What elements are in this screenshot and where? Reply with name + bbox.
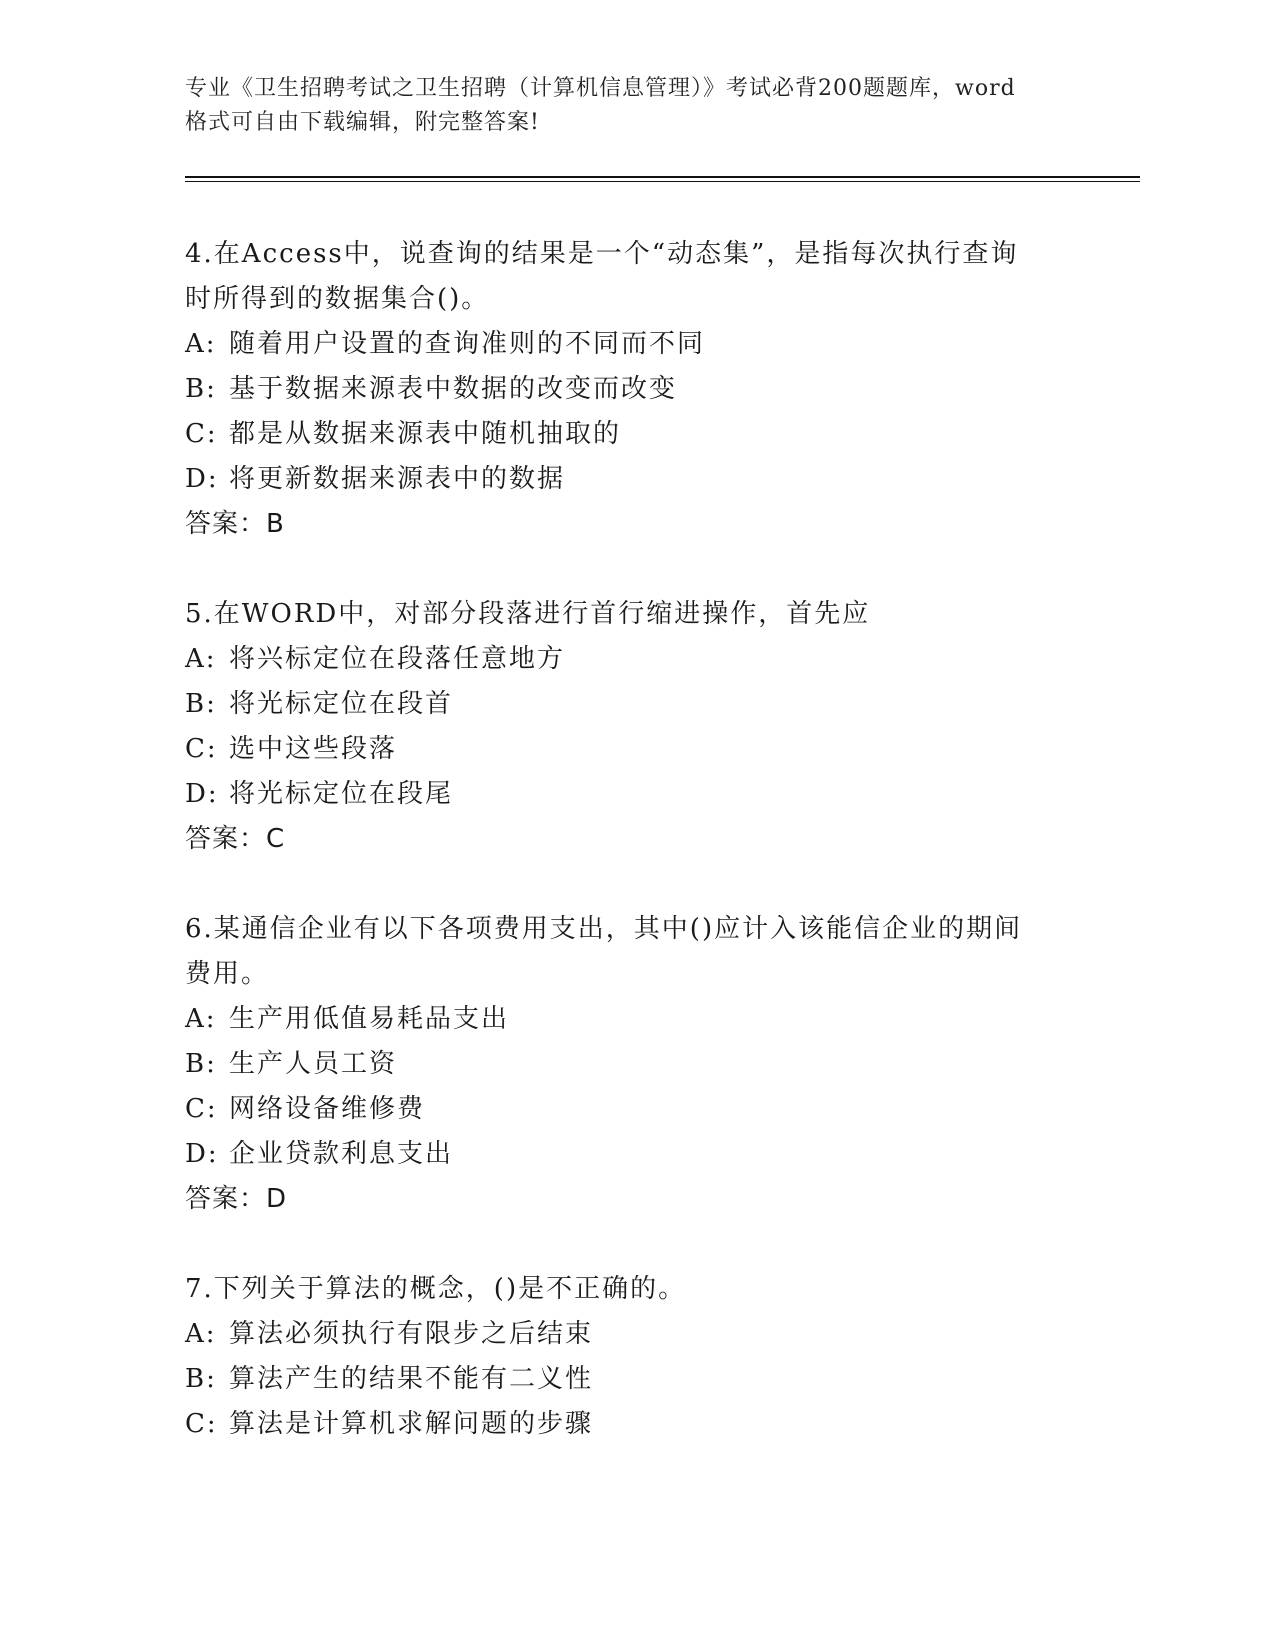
question-stem-line: 费用。 (185, 959, 270, 989)
option-text: 选中这些段落 (229, 734, 398, 764)
option-letter: A: (185, 1004, 217, 1034)
question-block (185, 1267, 1085, 1447)
option-text: 算法是计算机求解问题的步骤 (229, 1409, 594, 1439)
option-letter: D: (185, 779, 219, 809)
question-block (185, 907, 1085, 1222)
option-letter: B: (185, 1049, 217, 1079)
option-text: 将光标定位在段尾 (229, 779, 454, 809)
option-b (185, 1357, 1085, 1402)
header-line-2: 格式可自由下载编辑，附完整答案! (185, 110, 540, 135)
option-text: 生产人员工资 (229, 1049, 398, 1079)
option-b (185, 682, 1085, 727)
option-letter: C: (185, 419, 218, 449)
option-d (185, 457, 1085, 502)
option-text: 企业贷款利息支出 (229, 1139, 454, 1169)
option-letter: C: (185, 1409, 218, 1439)
question-stem-line: 7.下列关于算法的概念，()是不正确的。 (185, 1274, 687, 1304)
option-c (185, 1087, 1085, 1132)
option-letter: D: (185, 464, 219, 494)
option-text: 基于数据来源表中数据的改变而改变 (229, 374, 678, 404)
header-divider-thick (185, 176, 1140, 178)
header-divider-thin (185, 181, 1140, 182)
option-a (185, 322, 1085, 367)
option-text: 随着用户设置的查询准则的不同而不同 (229, 329, 706, 359)
option-letter: B: (185, 689, 217, 719)
document-header (185, 72, 1095, 140)
option-letter: B: (185, 1364, 217, 1394)
option-d (185, 1132, 1085, 1177)
option-text: 算法产生的结果不能有二义性 (229, 1364, 594, 1394)
option-b (185, 1042, 1085, 1087)
question-block (185, 592, 1085, 862)
option-text: 生产用低值易耗品支出 (229, 1004, 510, 1034)
option-letter: D: (185, 1139, 219, 1169)
option-c (185, 1402, 1085, 1447)
option-a (185, 637, 1085, 682)
answer-line: 答案：B (185, 509, 285, 539)
option-letter: A: (185, 1319, 217, 1349)
question-stem-line: 6.某通信企业有以下各项费用支出，其中()应计入该能信企业的期间 (185, 914, 1023, 944)
option-text: 将更新数据来源表中的数据 (229, 464, 566, 494)
option-letter: A: (185, 644, 217, 674)
question-stem-line: 5.在WORD中，对部分段落进行首行缩进操作，首先应 (185, 599, 871, 629)
answer-line: 答案：D (185, 1184, 288, 1214)
option-text: 将光标定位在段首 (229, 689, 454, 719)
option-text: 网络设备维修费 (229, 1094, 426, 1124)
option-letter: A: (185, 329, 217, 359)
option-d (185, 772, 1085, 817)
option-letter: C: (185, 734, 218, 764)
header-line-1: 专业《卫生招聘考试之卫生招聘（计算机信息管理）》考试必背200题题库，word (185, 76, 1016, 101)
question-block (185, 232, 1085, 547)
option-letter: B: (185, 374, 217, 404)
question-stem-line: 时所得到的数据集合()。 (185, 284, 490, 314)
question-stem-line: 4.在Access中，说查询的结果是一个“动态集”，是指每次执行查询 (185, 239, 1019, 269)
option-text: 算法必须执行有限步之后结束 (229, 1319, 594, 1349)
option-letter: C: (185, 1094, 218, 1124)
option-b (185, 367, 1085, 412)
option-c (185, 727, 1085, 772)
option-a (185, 997, 1085, 1042)
option-text: 都是从数据来源表中随机抽取的 (229, 419, 622, 449)
option-c (185, 412, 1085, 457)
option-text: 将兴标定位在段落任意地方 (229, 644, 566, 674)
answer-line: 答案：C (185, 824, 286, 854)
option-a (185, 1312, 1085, 1357)
